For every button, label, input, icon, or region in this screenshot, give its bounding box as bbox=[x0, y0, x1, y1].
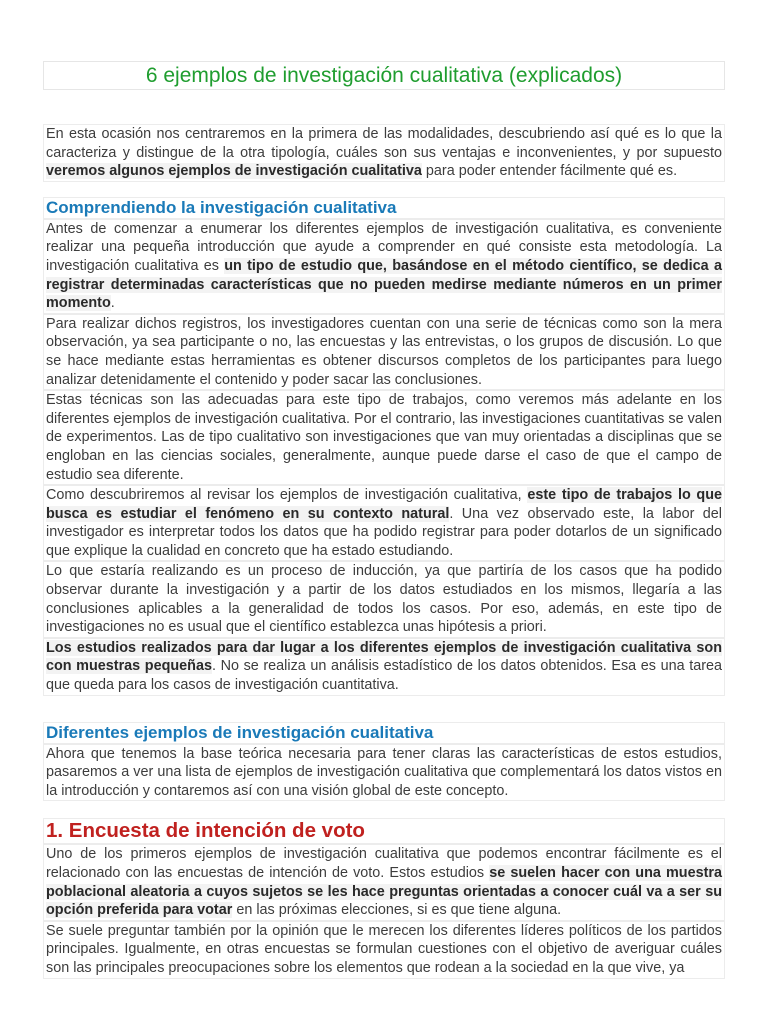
paragraph: Se suele preguntar también por la opinión que le merecen los diferentes líderes políticos de los partidos principales. Igualmente, en otras encuestas se formulan cuestiones con el objetivo de averiguar cuáles son las principales preocupaciones sobre los elementos que rodean a la sociedad en la que vive, ya bbox=[43, 921, 725, 979]
section-heading-comprendiendo: Comprendiendo la investigación cualitativa bbox=[43, 197, 725, 219]
text-run: Antes de comenzar a enumerar los diferentes ejemplos de investigación cualitativa, es conveniente realizar una pequeña introducción que ayude a comprender en qué consiste esta metodología. La investigación cualitativa es bbox=[46, 220, 722, 274]
paragraph bbox=[43, 844, 725, 920]
text-run: Uno de los primeros ejemplos de investigación cualitativa que podemos encontrar fácilmente es el relacionado con las encuestas de intención de voto. Estos estudios bbox=[46, 846, 722, 881]
text-run: para poder entender fácilmente qué es. bbox=[421, 163, 678, 180]
intro-paragraph bbox=[43, 124, 725, 182]
bold-run: un tipo de estudio que, basándose en el método científico, se dedica a registrar determinadas características que no pueden medirse mediante números en un primer momento bbox=[46, 257, 722, 312]
bold-run: veremos algunos ejemplos de investigación cualitativa bbox=[46, 163, 422, 180]
paragraph: Estas técnicas son las adecuadas para este tipo de trabajos, como veremos más adelante en los diferentes ejemplos de investigación cualitativa. Por el contrario, las investigaciones cuantitativas se valen de experimentos. Las de tipo cualitativo son investigaciones que van muy orientadas a disciplinas que se engloban en las ciencias sociales, generalmente, aunque puede darse el caso de que el campo de estudio sea diferente. bbox=[43, 390, 725, 485]
bold-run: Los estudios realizados para dar lugar a los diferentes ejemplos de investigación cualitativa son con muestras pequeñas bbox=[46, 639, 722, 675]
document-body bbox=[43, 124, 725, 979]
paragraph: Ahora que tenemos la base teórica necesaria para tener claras las características de estos estudios, pasaremos a ver una lista de ejemplos de investigación cualitativa que complementará los datos vistos en la introducción y contaremos así con una visión global de este concepto. bbox=[43, 744, 725, 802]
document-title: 6 ejemplos de investigación cualitativa (explicados) bbox=[43, 61, 725, 90]
bold-run: este tipo de trabajos lo que busca es estudiar el fenómeno en su contexto natural bbox=[46, 487, 723, 522]
text-run: En esta ocasión nos centraremos en la primera de las modalidades, descubriendo así qué es lo que la caracteriza y distingue de la otra tipología, cuáles son sus ventajas e inconvenientes, y por supuesto bbox=[46, 126, 722, 161]
bold-run: se suelen hacer con una muestra poblacional aleatoria a cuyos sujetos se les hace preguntas orientadas a conocer cuál va a ser su opción preferida para votar bbox=[46, 865, 722, 919]
paragraph bbox=[43, 638, 725, 696]
text-run: Como descubriremos al revisar los ejemplos de investigación cualitativa, bbox=[46, 487, 528, 504]
text-run: . bbox=[110, 295, 115, 312]
text-run: . No se realiza un análisis estadístico de los datos obtenidos. Esa es una tarea que queda para los casos de investigación cuantitativa. bbox=[46, 658, 723, 694]
section-heading-diferentes-ejemplos: Diferentes ejemplos de investigación cualitativa bbox=[43, 722, 725, 744]
text-run: en las próximas elecciones, si es que tiene alguna. bbox=[232, 902, 562, 919]
paragraph: Lo que estaría realizando es un proceso de inducción, ya que partiría de los casos que ha podido observar durante la investigación y a partir de los datos estudiados en los mismos, llegaría a las conclusiones aplicables a la generalidad de todos los casos. Por eso, además, en este tipo de investigaciones no es usual que el científico establezca unas hipótesis a priori. bbox=[43, 561, 725, 637]
text-run: . Una vez observado este, la labor del investigador es interpretar todos los datos que ha podido registrar para poder dotarlos de un significado que explique la cualidad en concreto que ha estado estudiando. bbox=[46, 505, 722, 559]
section-heading-encuesta-voto: 1. Encuesta de intención de voto bbox=[43, 818, 725, 844]
paragraph bbox=[43, 485, 725, 561]
paragraph: Para realizar dichos registros, los investigadores cuentan con una serie de técnicas como son la mera observación, ya sea participante o no, las encuestas y las entrevistas, o los grupos de discusión. Lo que se hace mediante estas herramientas es obtener discursos completos de los participantes para luego analizar detenidamente el contenido y poder sacar las conclusiones. bbox=[43, 314, 725, 390]
paragraph bbox=[43, 219, 725, 314]
